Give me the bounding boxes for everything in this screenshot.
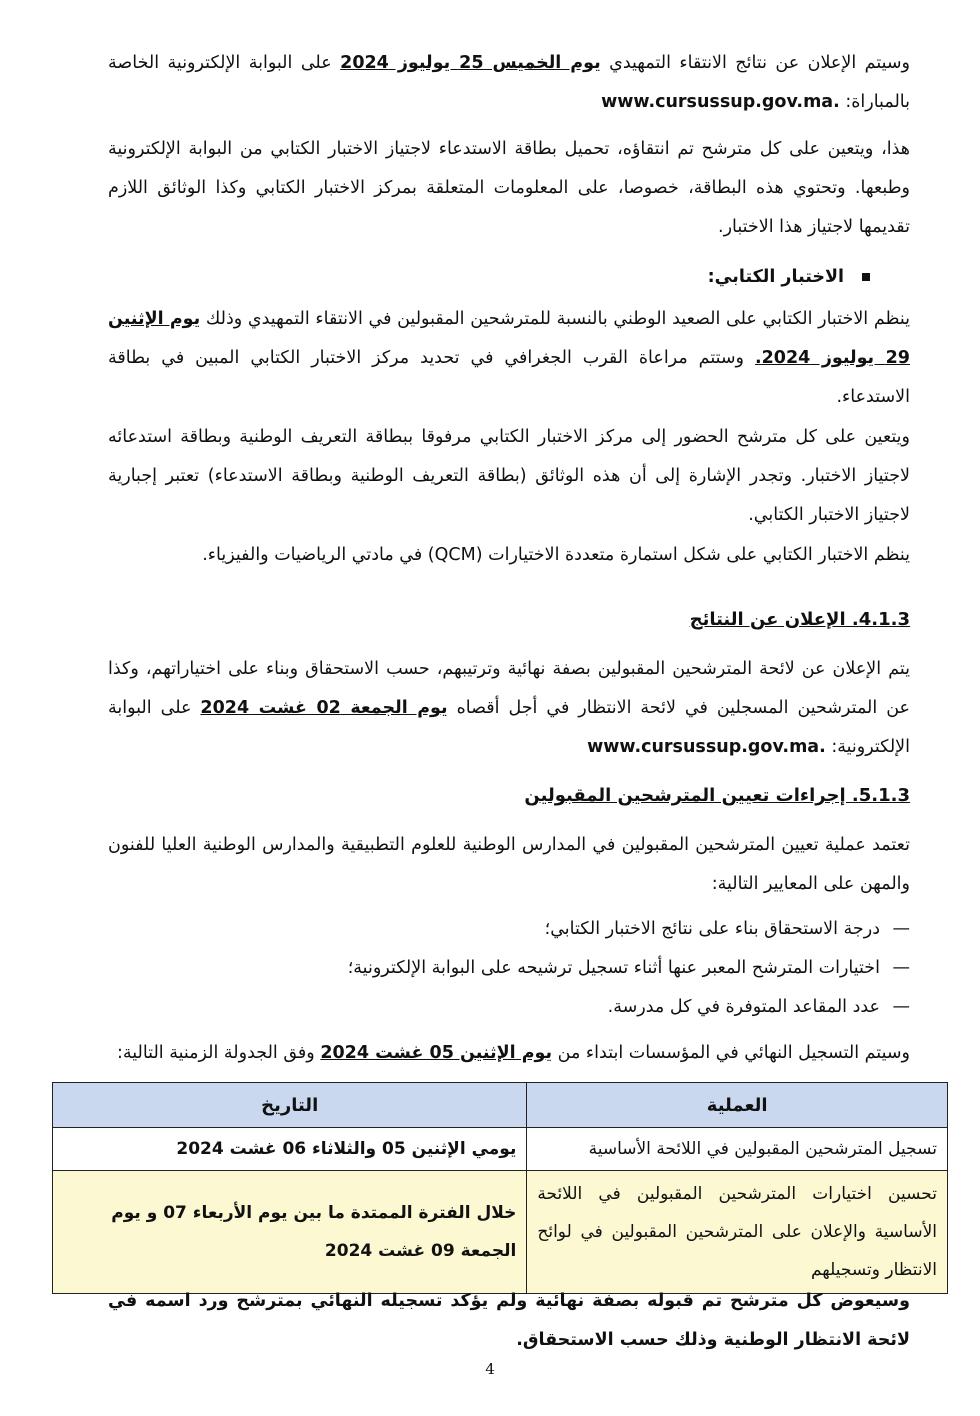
waitlist-replacement-paragraph xyxy=(108,1282,910,1360)
heading-text: 4.1.3. الإعلان عن النتائج xyxy=(689,609,910,630)
dash-icon: — xyxy=(892,958,910,978)
heading-text: 5.1.3. إجراءات تعيين المترشحين المقبولين xyxy=(524,785,910,806)
text-run: وفق الجدولة الزمنية التالية: xyxy=(116,1043,315,1063)
date-highlight: يوم الإثنين 29 يوليوز 2024. xyxy=(108,309,910,368)
final-registration-paragraph xyxy=(108,1034,910,1073)
final-results-paragraph xyxy=(108,650,910,767)
text-run: ينظم الاختبار الكتابي على الصعيد الوطني بالنسبة للمترشحين المقبولين في الانتقاء التمهيدي وذلك xyxy=(205,309,910,329)
text-run: تعتمد عملية تعيين المترشحين المقبولين في المدارس الوطنية للعلوم التطبيقية والمدارس الوطنية العليا للفنون والمهن على المعايير التالية: xyxy=(108,835,910,894)
operation-cell: تحسين اختيارات المترشحين المقبولين في اللائحة الأساسية والإعلان على المترشحين المقبولين في لوائح الانتظار وتسجيلهم xyxy=(527,1171,948,1294)
text-run: وسيتم الإعلان عن نتائج الانتقاء التمهيدي xyxy=(609,53,910,73)
table-row xyxy=(53,1128,948,1171)
text-run: على البوابة الإلكترونية الخاصة بالمباراة: xyxy=(108,53,910,112)
list-item-text: درجة الاستحقاق بناء على نتائج الاختبار الكتابي؛ xyxy=(544,919,880,939)
date-highlight: يوم الجمعة 02 غشت 2024 xyxy=(200,698,448,718)
operation-cell: تسجيل المترشحين المقبولين في اللائحة الأساسية xyxy=(527,1128,948,1171)
results-announcement-paragraph xyxy=(108,44,910,122)
list-item-text: عدد المقاعد المتوفرة في كل مدرسة. xyxy=(607,997,880,1017)
list-item xyxy=(120,949,910,988)
list-item-text: اختيارات المترشح المعبر عنها أثناء تسجيل ترشيحه على البوابة الإلكترونية؛ xyxy=(347,958,880,978)
page-number: 4 xyxy=(485,1360,495,1378)
date-highlight: يوم الإثنين 05 غشت 2024 xyxy=(320,1043,553,1063)
table-header-row xyxy=(53,1083,948,1128)
written-exam-heading xyxy=(708,258,870,297)
qcm-paragraph xyxy=(108,536,910,575)
text-run: ينظم الاختبار الكتابي على شكل استمارة متعددة الاختيارات (QCM) في مادتي الرياضيات والفيزياء. xyxy=(202,545,910,565)
text-run: هذا، ويتعين على كل مترشح تم انتقاؤه، تحميل بطاقة الاستدعاء لاجتياز الاختبار الكتابي من البوابة الإلكترونية وطبعها. وتحتوي هذه البطاقة، خصوصا، على المعلومات المتعلقة بمركز الاختبار الكتابي وكذا الوثائق اللازم تقديمها لاجتياز هذا الاختبار. xyxy=(108,139,910,237)
registration-schedule-table xyxy=(52,1082,948,1294)
convocation-paragraph xyxy=(108,130,910,247)
heading-text: الاختبار الكتابي: xyxy=(707,267,844,287)
portal-url: www.cursussup.gov.ma. xyxy=(601,92,840,112)
text-run: يتم الإعلان عن لائحة المترشحين المقبولين بصفة نهائية وترتيبهم، حسب الاستحقاق وبناء على اختياراتهم، وكذا عن المترشحين المسجلين في لائحة الانتظار في أجل أقصاه xyxy=(108,659,910,718)
text-run: ويتعين على كل مترشح الحضور إلى مركز الاختبار الكتابي مرفوقا ببطاقة التعريف الوطنية وبطاقة استدعائه لاجتياز الاختبار. وتجدر الإشارة إلى أن هذه الوثائق (بطاقة التعريف الوطنية وبطاقة الاستدعاء) تعتبر إجبارية لاجتياز الاختبار الكتابي. xyxy=(108,427,910,525)
date-cell: خلال الفترة الممتدة ما بين يوم الأربعاء 07 و يوم الجمعة 09 غشت 2024 xyxy=(53,1171,527,1294)
dash-icon: — xyxy=(892,997,910,1017)
list-item xyxy=(120,988,910,1027)
criteria-list xyxy=(120,910,910,1027)
table-row xyxy=(53,1171,948,1294)
text-run: وسيتم التسجيل النهائي في المؤسسات ابتداء من xyxy=(557,1043,910,1063)
required-documents-paragraph xyxy=(108,418,910,535)
column-header-operation: العملية xyxy=(527,1083,948,1128)
text-run: على البوابة الإلكترونية: xyxy=(108,698,910,757)
portal-url: www.cursussup.gov.ma. xyxy=(587,737,826,757)
list-item xyxy=(120,910,910,949)
column-header-date: التاريخ xyxy=(53,1083,527,1128)
dash-icon: — xyxy=(892,919,910,939)
written-exam-paragraph xyxy=(108,300,910,417)
date-highlight: يوم الخميس 25 يوليوز 2024 xyxy=(340,53,601,73)
text-run: وسيعوض كل مترشح تم قبوله بصفة نهائية ولم يؤكد تسجيله النهائي بمترشح ورد اسمه في لائحة الانتظار الوطنية وذلك حسب الاستحقاق. xyxy=(108,1291,910,1350)
assignment-criteria-intro xyxy=(108,826,910,904)
assignment-heading xyxy=(108,776,910,816)
text-run: وستتم مراعاة القرب الجغرافي في تحديد مركز الاختبار الكتابي المبين في بطاقة الاستدعاء. xyxy=(108,348,910,407)
results-heading xyxy=(108,600,910,640)
bullet-icon xyxy=(862,273,870,281)
date-cell: يومي الإثنين 05 والثلاثاء 06 غشت 2024 xyxy=(53,1128,527,1171)
